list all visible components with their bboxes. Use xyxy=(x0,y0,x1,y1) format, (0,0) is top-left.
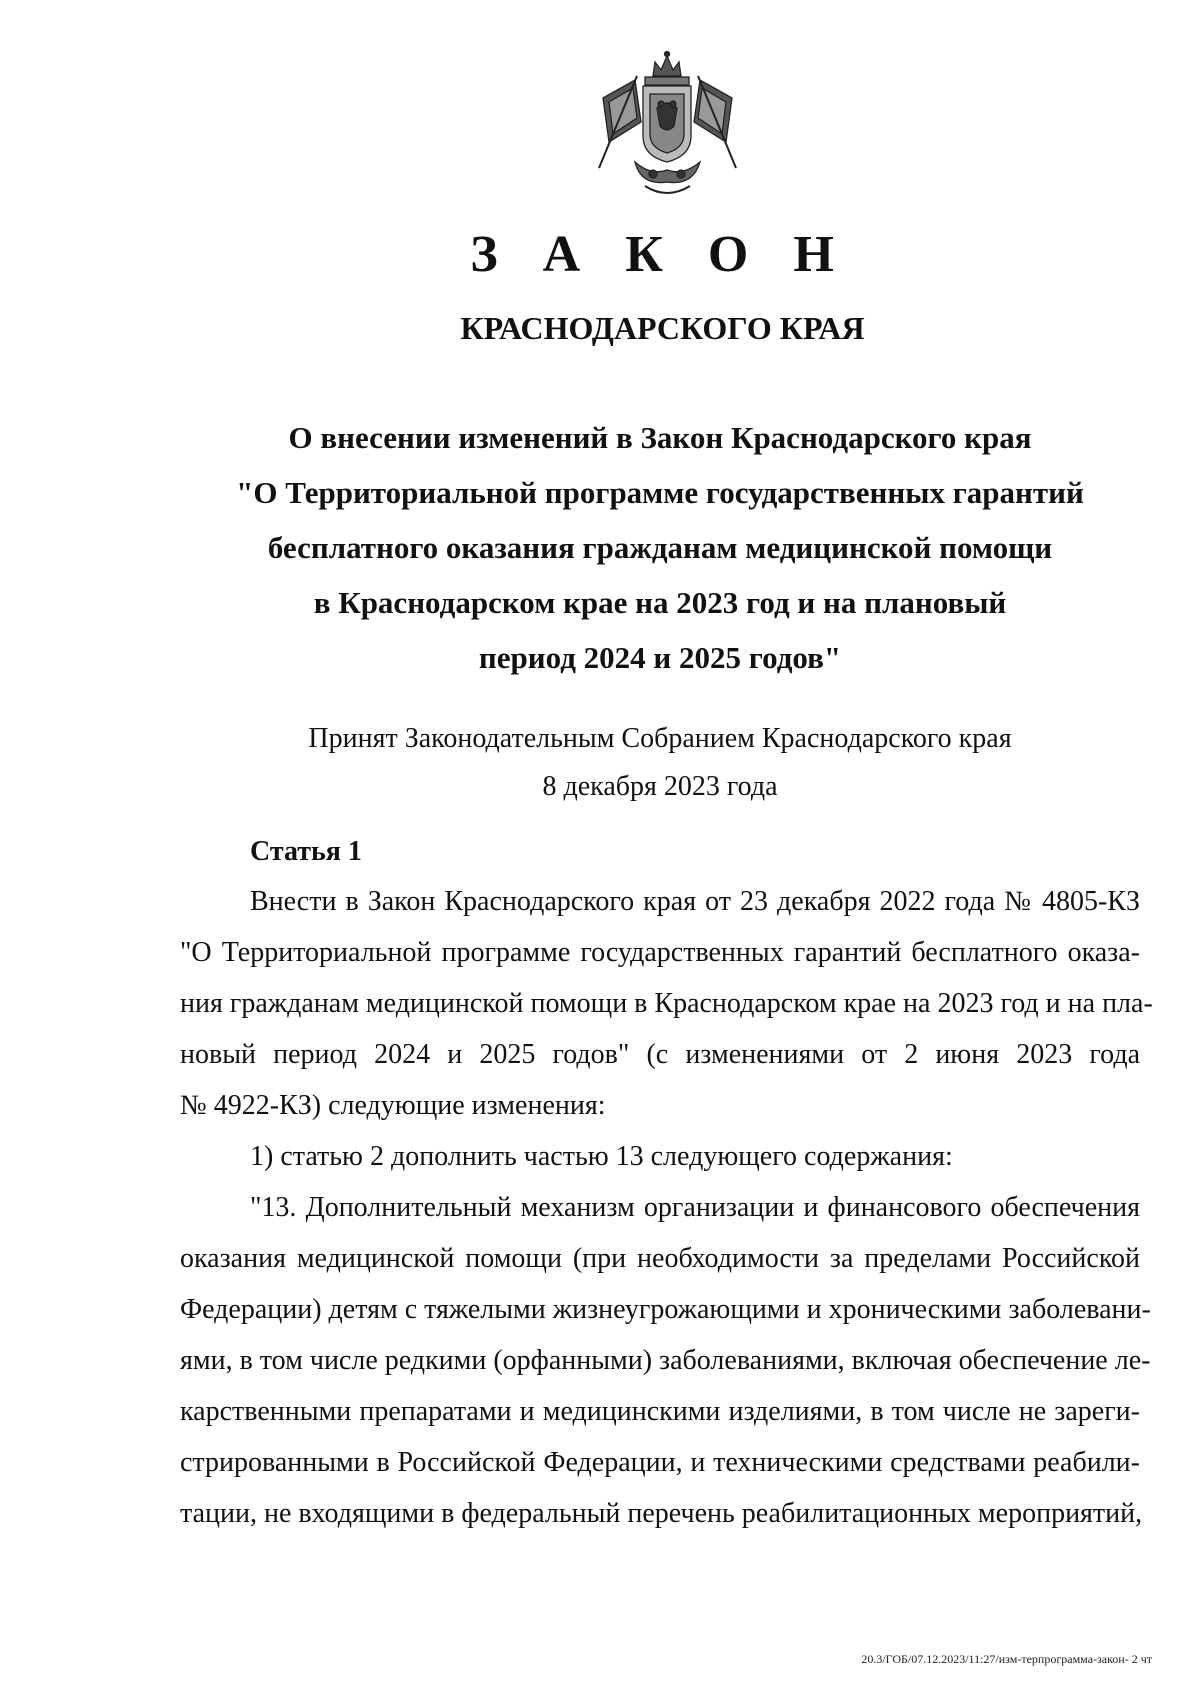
coat-of-arms-emblem xyxy=(595,50,740,200)
document-title: З А К О Н xyxy=(470,226,850,283)
law-name-line: "О Территориальной программе государственных гарантий xyxy=(236,475,1084,510)
document-code-footer: 20.3/ГОБ/07.12.2023/11:27/изм-терпрограмма-закон- 2 чт xyxy=(861,1652,1152,1666)
paragraph-line: ния гражданам медицинской помощи в Краснодарском крае на 2023 год и на пла- xyxy=(180,988,1153,1019)
adoption-note xyxy=(150,715,1170,811)
article-heading: Статья 1 xyxy=(250,836,362,867)
paragraph-line: оказания медицинской помощи (при необходимости за пределами Российской xyxy=(180,1243,1140,1274)
law-name-line: период 2024 и 2025 годов" xyxy=(478,640,842,675)
law-name-block xyxy=(150,410,1170,685)
paragraph-line: № 4922-КЗ) следующие изменения: xyxy=(180,1090,606,1121)
paragraph-line: карственными препаратами и медицинскими изделиями, в том числе не зареги- xyxy=(180,1396,1140,1427)
adoption-date: 8 декабря 2023 года xyxy=(542,771,778,802)
paragraph-line: стрированными в Российской Федерации, и техническими средствами реабили- xyxy=(180,1447,1140,1478)
adoption-body: Принят Законодательным Собранием Краснодарского края xyxy=(308,723,1012,754)
list-item-1: 1) статью 2 дополнить частью 13 следующего содержания: xyxy=(250,1141,953,1172)
document-subtitle: КРАСНОДАРСКОГО КРАЯ xyxy=(460,310,865,346)
law-name-line: О внесении изменений в Закон Краснодарского края xyxy=(288,420,1032,455)
law-name-line: в Краснодарском крае на 2023 год и на плановый xyxy=(313,585,1007,620)
paragraph-line: "13. Дополнительный механизм организации и финансового обеспечения xyxy=(250,1192,1140,1223)
article-body xyxy=(180,876,1153,1539)
law-name-line: бесплатного оказания гражданам медицинской помощи xyxy=(267,530,1053,565)
paragraph-line: "О Территориальной программе государственных гарантий бесплатного оказа- xyxy=(180,937,1140,968)
paragraph-line: новый период 2024 и 2025 годов" (с изменениями от 2 июня 2023 года xyxy=(180,1039,1140,1070)
paragraph-line: ями, в том числе редкими (орфанными) заболеваниями, включая обеспечение ле- xyxy=(180,1345,1151,1376)
paragraph-line: Федерации) детям с тяжелыми жизнеугрожающими и хроническими заболевани- xyxy=(180,1294,1151,1325)
paragraph-line: тации, не входящими в федеральный перечень реабилитационных мероприятий, xyxy=(180,1498,1143,1529)
paragraph-line: Внести в Закон Краснодарского края от 23 декабря 2022 года № 4805-КЗ xyxy=(250,886,1140,917)
